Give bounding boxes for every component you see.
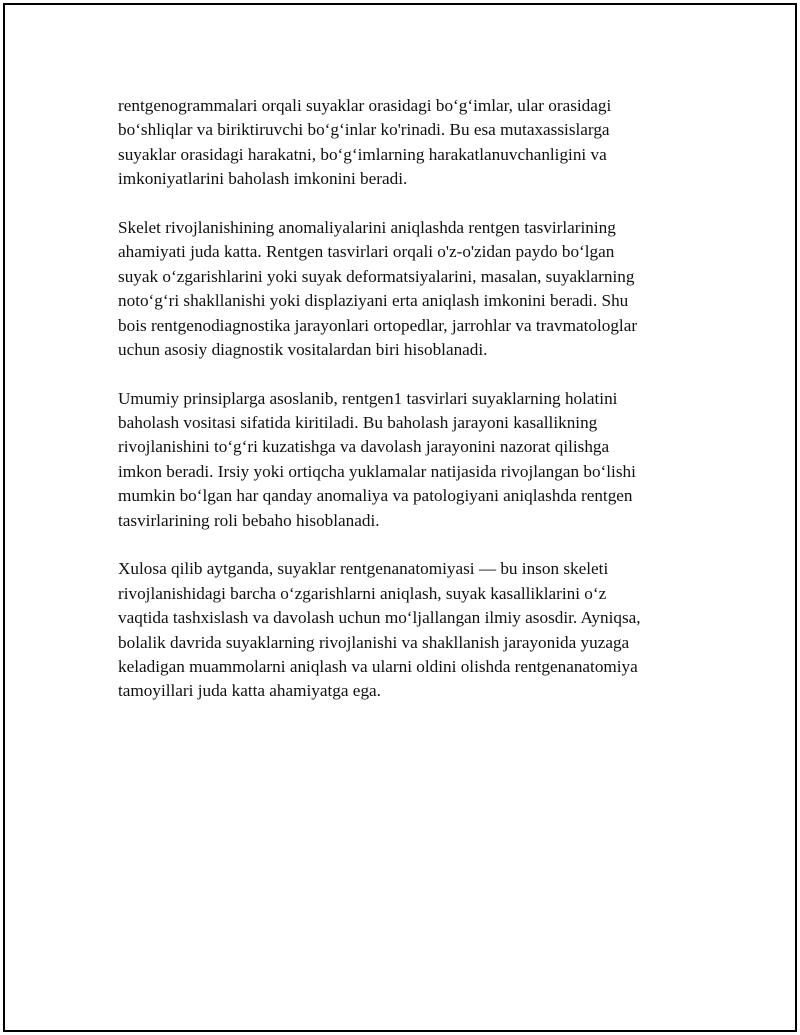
text-line: ahamiyati juda katta. Rentgen tasvirlari orqali o'z-o'zidan paydo bo‘lgan — [118, 242, 615, 262]
paragraph-conclusion — [118, 557, 698, 703]
text-line: imkon beradi. Irsiy yoki ortiqcha yuklamalar natijasida rivojlangan bo‘lishi — [118, 461, 636, 481]
text-line: Umumiy prinsiplarga asoslanib, rentgen1 tasvirlari suyaklarning holatini — [118, 388, 618, 408]
paragraph-general-principles — [118, 387, 698, 533]
text-line: baholash vositasi sifatida kiritiladi. Bu baholash jarayoni kasallikning — [118, 413, 598, 433]
text-line: Skelet rivojlanishining anomaliyalarini aniqlashda rentgen tasvirlarining — [118, 217, 616, 237]
text-line: vaqtida tashxislash va davolash uchun mo‘ljallangan ilmiy asosdir. Ayniqsa, — [118, 608, 641, 628]
text-line: bolalik davrida suyaklarning rivojlanishi va shakllanish jarayonida yuzaga — [118, 632, 630, 652]
text-line: bo‘shliqlar va biriktiruvchi bo‘g‘inlar ko'rinadi. Bu esa mutaxassislarga — [118, 120, 610, 140]
text-line: suyaklar orasidagi harakatni, bo‘g‘imlarning harakatlanuvchanligini va — [118, 144, 607, 164]
paragraph-joints — [118, 94, 698, 192]
document-body — [118, 94, 698, 728]
text-line: Xulosa qilib aytganda, suyaklar rentgenanatomiyasi — bu inson skeleti — [118, 559, 609, 579]
text-line: rivojlanishini to‘g‘ri kuzatishga va davolash jarayonini nazorat qilishga — [118, 437, 610, 457]
paragraph-skeletal-anomalies — [118, 216, 698, 362]
text-line: suyak o‘zgarishlarini yoki suyak deformatsiyalarini, masalan, suyaklarning — [118, 266, 635, 286]
text-line: bois rentgenodiagnostika jarayonlari ortopedlar, jarrohlar va travmatologlar — [118, 315, 638, 335]
text-line: imkoniyatlarini baholash imkonini beradi. — [118, 169, 408, 189]
text-line: rivojlanishidagi barcha o‘zgarishlarni aniqlash, suyak kasalliklarini o‘z — [118, 583, 607, 603]
text-line: noto‘g‘ri shakllanishi yoki displaziyani erta aniqlash imkonini beradi. Shu — [118, 291, 629, 311]
text-line: rentgenogrammalari orqali suyaklar orasidagi bo‘g‘imlar, ular orasidagi — [118, 96, 612, 115]
text-line: tasvirlarining roli bebaho hisoblanadi. — [118, 510, 380, 530]
text-line: tamoyillari juda katta ahamiyatga ega. — [118, 681, 381, 701]
text-line: keladigan muammolarni aniqlash va ularni oldini olishda rentgenanatomiya — [118, 656, 638, 676]
text-line: mumkin bo‘lgan har qanday anomaliya va patologiyani aniqlashda rentgen — [118, 486, 633, 506]
text-line: uchun asosiy diagnostik vositalardan biri hisoblanadi. — [118, 339, 488, 359]
